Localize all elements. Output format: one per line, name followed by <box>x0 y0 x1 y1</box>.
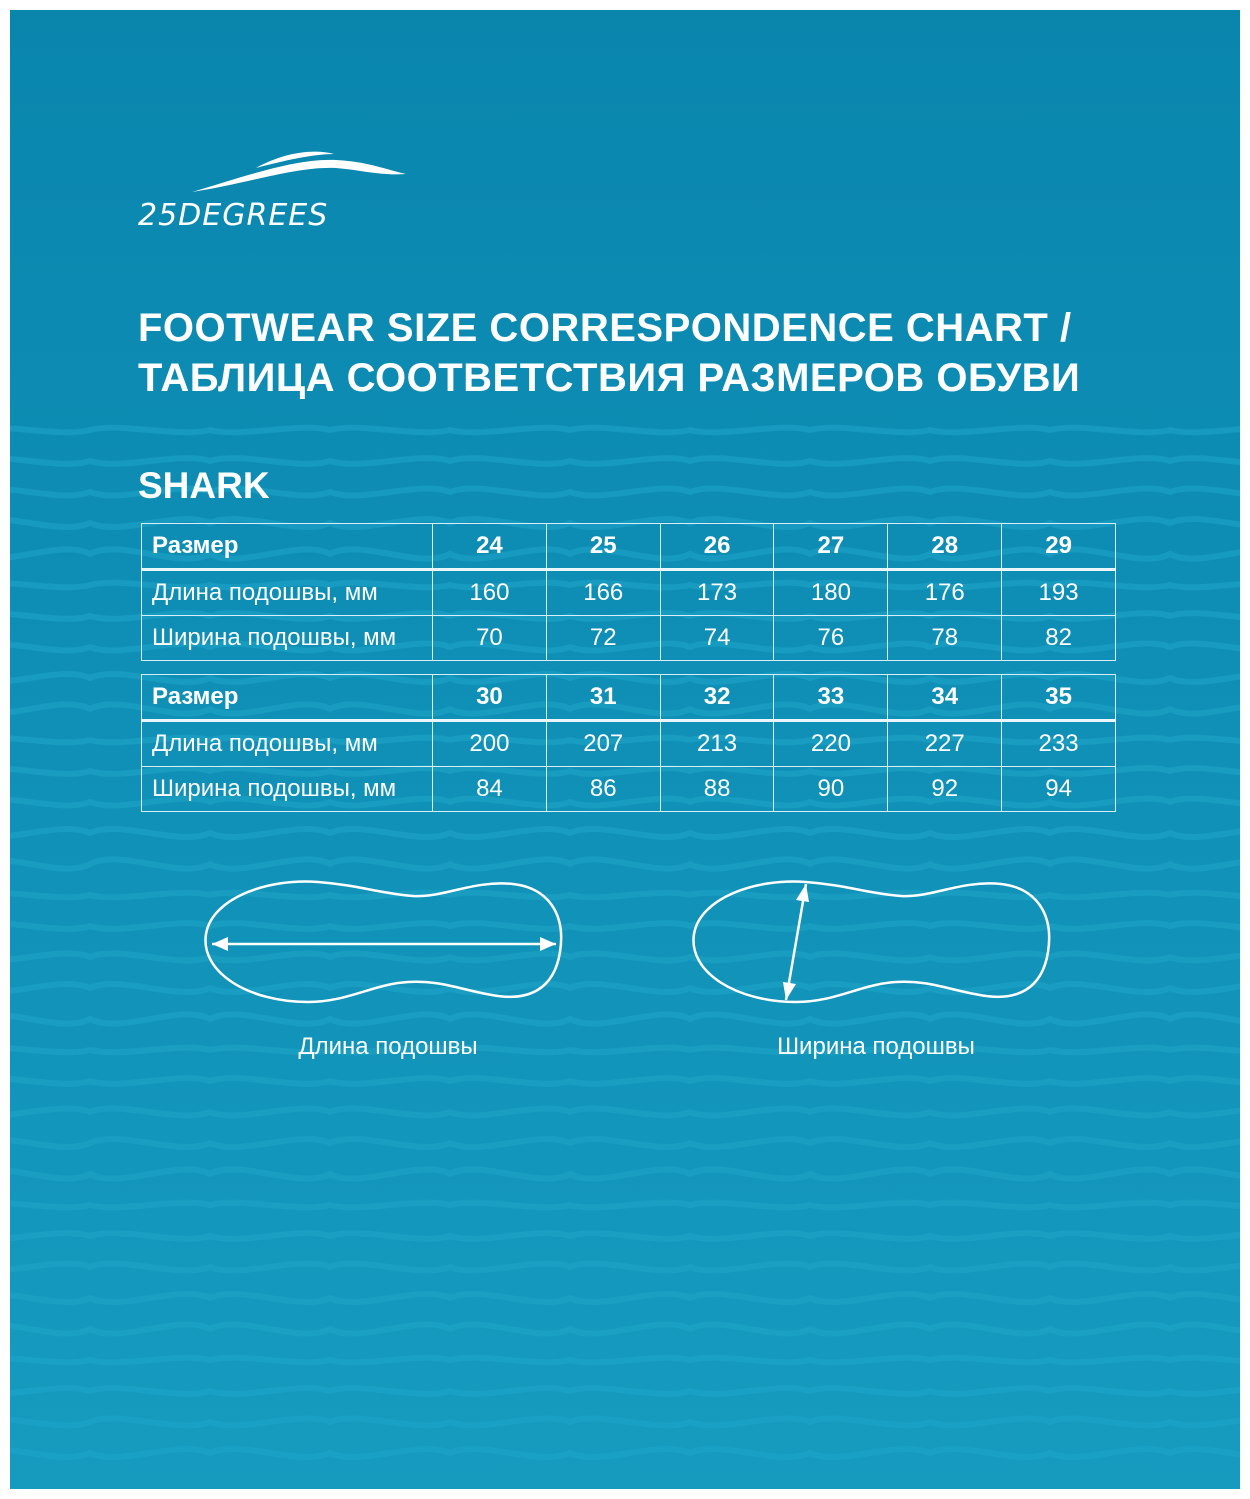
size-cell: 32 <box>660 675 774 721</box>
size-cell: 27 <box>774 524 888 570</box>
size-cell: 28 <box>888 524 1002 570</box>
row-label: Длина подошвы, мм <box>142 721 433 767</box>
wave-line <box>10 1109 1240 1116</box>
wave-line <box>10 1324 1240 1333</box>
wave-line <box>10 1358 1240 1363</box>
value-cell: 233 <box>1002 721 1116 767</box>
page-title <box>138 303 1080 403</box>
table-row <box>142 570 1116 616</box>
wave-line <box>10 1233 1240 1239</box>
size-table-1 <box>141 523 1116 661</box>
wave-line <box>10 1449 1240 1457</box>
swimmer-icon <box>186 148 416 198</box>
size-cell: 34 <box>888 675 1002 721</box>
row-label: Ширина подошвы, мм <box>142 767 433 812</box>
row-label: Ширина подошвы, мм <box>142 616 433 661</box>
value-cell: 82 <box>1002 616 1116 661</box>
value-cell: 88 <box>660 767 774 812</box>
value-cell: 84 <box>433 767 547 812</box>
value-cell: 72 <box>546 616 660 661</box>
wave-line <box>10 428 1240 433</box>
value-cell: 90 <box>774 767 888 812</box>
sole-length-icon <box>198 872 578 1022</box>
value-cell: 92 <box>888 767 1002 812</box>
size-cell: 24 <box>433 524 547 570</box>
model-name: SHARK <box>138 465 270 506</box>
wave-line <box>10 1078 1240 1084</box>
table-row <box>142 616 1116 661</box>
value-cell: 207 <box>546 721 660 767</box>
header-label: Размер <box>142 675 433 721</box>
value-cell: 74 <box>660 616 774 661</box>
wave-line <box>10 859 1240 868</box>
wave-line <box>10 829 1240 837</box>
value-cell: 173 <box>660 570 774 616</box>
value-cell: 94 <box>1002 767 1116 812</box>
wave-line <box>10 1203 1240 1208</box>
value-cell: 176 <box>888 570 1002 616</box>
table-header-row <box>142 524 1116 570</box>
value-cell: 227 <box>888 721 1002 767</box>
wave-line <box>10 1169 1240 1178</box>
length-caption: Длина подошвы <box>298 1033 478 1060</box>
wave-line <box>10 1419 1240 1426</box>
value-cell: 193 <box>1002 570 1116 616</box>
value-cell: 166 <box>546 570 660 616</box>
value-cell: 86 <box>546 767 660 812</box>
size-cell: 26 <box>660 524 774 570</box>
table-row <box>142 767 1116 812</box>
sole-width-icon <box>686 872 1066 1022</box>
value-cell: 213 <box>660 721 774 767</box>
brand-logo-text: 25DEGREES <box>138 198 329 233</box>
size-cell: 33 <box>774 675 888 721</box>
size-cell: 25 <box>546 524 660 570</box>
value-cell: 76 <box>774 616 888 661</box>
value-cell: 200 <box>433 721 547 767</box>
title-line-russian: ТАБЛИЦА СООТВЕТСТВИЯ РАЗМЕРОВ ОБУВИ <box>138 356 1081 400</box>
brand-logo <box>138 148 398 243</box>
size-cell: 31 <box>546 675 660 721</box>
value-cell: 180 <box>774 570 888 616</box>
wave-line <box>10 1294 1240 1302</box>
header-label: Размер <box>142 524 433 570</box>
size-cell: 35 <box>1002 675 1116 721</box>
size-cell: 30 <box>433 675 547 721</box>
value-cell: 78 <box>888 616 1002 661</box>
width-caption: Ширина подошвы <box>777 1033 975 1060</box>
size-table-2 <box>141 674 1116 812</box>
table-header-row <box>142 675 1116 721</box>
value-cell: 160 <box>433 570 547 616</box>
size-chart-panel <box>10 10 1240 1489</box>
row-label: Длина подошвы, мм <box>142 570 433 616</box>
wave-line <box>10 1388 1240 1394</box>
table-row <box>142 721 1116 767</box>
wave-line <box>10 1139 1240 1147</box>
title-line-english: FOOTWEAR SIZE CORRESPONDENCE CHART / <box>138 306 1072 350</box>
size-cell: 29 <box>1002 524 1116 570</box>
value-cell: 220 <box>774 721 888 767</box>
value-cell: 70 <box>433 616 547 661</box>
wave-line <box>10 458 1240 464</box>
wave-line <box>10 1264 1240 1271</box>
